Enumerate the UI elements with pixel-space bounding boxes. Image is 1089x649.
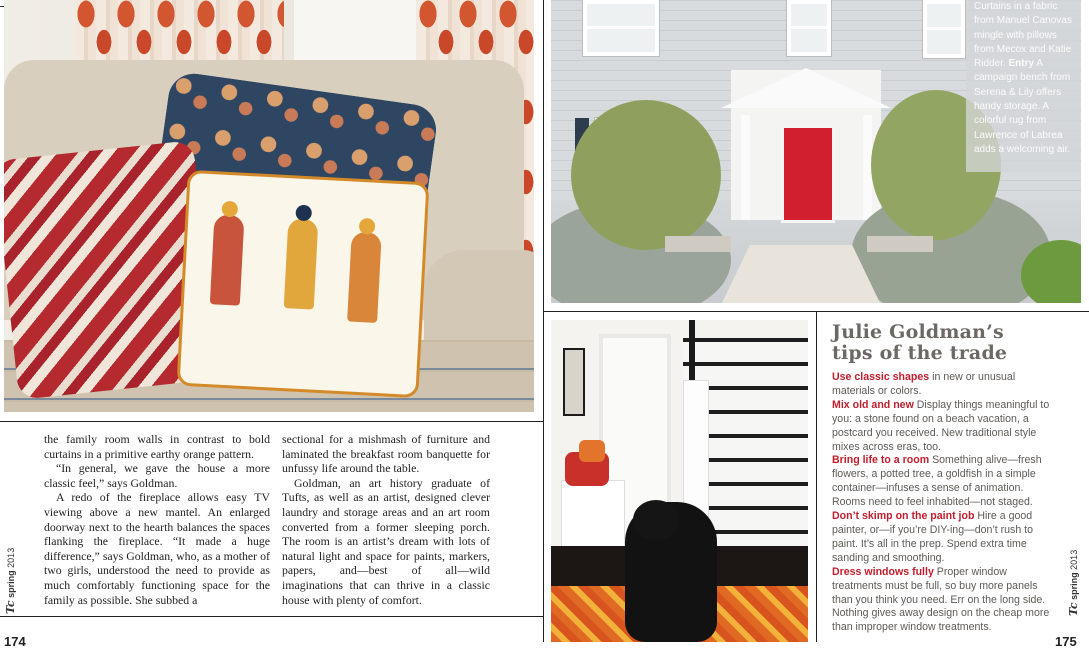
tip-text: Display things meaningful to you: a stone found on a beach vacation, a postcard you received. New traditional style mixes across eras, too. bbox=[832, 398, 1050, 453]
pillow-figure bbox=[210, 214, 245, 305]
tree-shrub bbox=[571, 100, 721, 250]
sidebar-title bbox=[832, 322, 1032, 364]
tip-heading: Don’t skimp on the paint job bbox=[832, 510, 975, 523]
sidebar-divider-rule bbox=[816, 311, 817, 642]
house-window bbox=[583, 0, 659, 56]
text-top-rule bbox=[0, 421, 543, 422]
body-paragraph: A redo of the fireplace allows easy TV viewing above a new mantel. An enlarged doorway next to the hearth balances the spaces flanking the fireplace. “It made a huge difference,” says Goldman, who, as a mother of two girls, understood the need to provide as much comfortably functioning space for the family as possible. She subbed a bbox=[44, 490, 270, 607]
folio-vertical-left bbox=[4, 547, 17, 614]
pillow-figure bbox=[347, 231, 382, 322]
photo-caption bbox=[966, 0, 1080, 172]
tip-item bbox=[832, 371, 1058, 399]
tip-item bbox=[832, 566, 1058, 636]
caption-entry-label: Entry bbox=[1008, 58, 1035, 70]
page-gutter-rule bbox=[543, 0, 544, 642]
tip-heading: Dress windows fully bbox=[832, 565, 934, 578]
folio-year: 2013 bbox=[6, 547, 16, 568]
folio-season: spring bbox=[1069, 572, 1079, 600]
text-bottom-rule bbox=[0, 616, 543, 617]
caption-intro: Curtains in a fabric from Manuel Canovas mingle with pillows from Mecox and Katie Ridder. bbox=[974, 1, 1072, 70]
house-window bbox=[923, 0, 965, 58]
body-paragraph: Goldman, an art history graduate of Tufts, as well as an artist, designed clever laundry and storage areas and an art room converted from a former sleeping porch. The room is an artist’s dream with lots of natural light and space for paints, markers, papers, and—best of all—wild imaginations that can thrive in a classic house with plenty of comfort. bbox=[282, 475, 490, 607]
tips-list bbox=[832, 371, 1058, 635]
tip-text: Something alive—fresh flowers, a potted tree, a goldfish in a simple container—infuses a sense of animation. Rooms need to feel inhabited—not staged. bbox=[832, 454, 1042, 509]
bench-pillow bbox=[579, 440, 605, 462]
folio-year: 2013 bbox=[1069, 549, 1079, 570]
body-paragraph: the family room walls in contrast to bold curtains in a primitive earthy orange pattern. bbox=[44, 432, 270, 461]
tip-text: Hire a good painter, or—if you’re DIY-ing—don’t rush to paint. It’s all in the prep. Spend extra time sanding and smoothing. bbox=[832, 510, 1033, 564]
dog-head bbox=[633, 500, 679, 540]
tip-heading: Bring life to a room bbox=[832, 454, 930, 467]
magazine-logo: Tc bbox=[4, 600, 17, 614]
tip-item bbox=[832, 399, 1058, 455]
sidebar-title-line: tips of the trade bbox=[832, 342, 1008, 364]
stone-bench bbox=[665, 236, 731, 252]
porch-column bbox=[741, 115, 750, 220]
entry-bench bbox=[561, 480, 625, 550]
figure-print-pillow bbox=[177, 170, 430, 398]
tip-item bbox=[832, 454, 1058, 510]
page-number-left: 174 bbox=[4, 634, 26, 649]
sidebar-title-line: Julie Goldman’s bbox=[832, 321, 1004, 343]
tip-text: Proper window treatments must be full, so buy more panels than you think you need. Err on the long side. Nothing gives away design on the cheap more than improper window treatments. bbox=[832, 565, 1050, 634]
tip-heading: Use classic shapes bbox=[832, 371, 930, 383]
body-paragraph: “In general, we gave the house a more classic feel,” says Goldman. bbox=[44, 461, 270, 490]
stone-bench bbox=[867, 236, 933, 252]
pillow-figure bbox=[284, 218, 319, 309]
body-paragraph: sectional for a mishmash of furniture and laminated the breakfast room banquette for unfussy life around the table. bbox=[282, 432, 490, 476]
page-number-right: 175 bbox=[1055, 634, 1077, 649]
photo-entry-with-dog bbox=[551, 320, 808, 642]
stair-handrail bbox=[689, 320, 695, 382]
magazine-logo: Tc bbox=[1067, 602, 1080, 616]
framed-picture bbox=[563, 348, 585, 416]
house-window bbox=[787, 0, 831, 56]
tip-text: in new or unusual materials or colors. bbox=[832, 371, 1016, 397]
red-front-door bbox=[781, 125, 835, 223]
folio-season: spring bbox=[6, 570, 16, 598]
tip-item bbox=[832, 510, 1058, 566]
body-column-1 bbox=[44, 432, 270, 607]
folio-vertical-right bbox=[1067, 549, 1080, 616]
tip-heading: Mix old and new bbox=[832, 398, 914, 411]
caption-entry-text: A campaign bench from Serena & Lily offers handy storage. A colorful rug from Lawrence of Labrea adds a welcoming air. bbox=[974, 58, 1071, 155]
photo-pillows-on-sofa bbox=[4, 0, 534, 412]
body-column-2 bbox=[282, 432, 490, 607]
